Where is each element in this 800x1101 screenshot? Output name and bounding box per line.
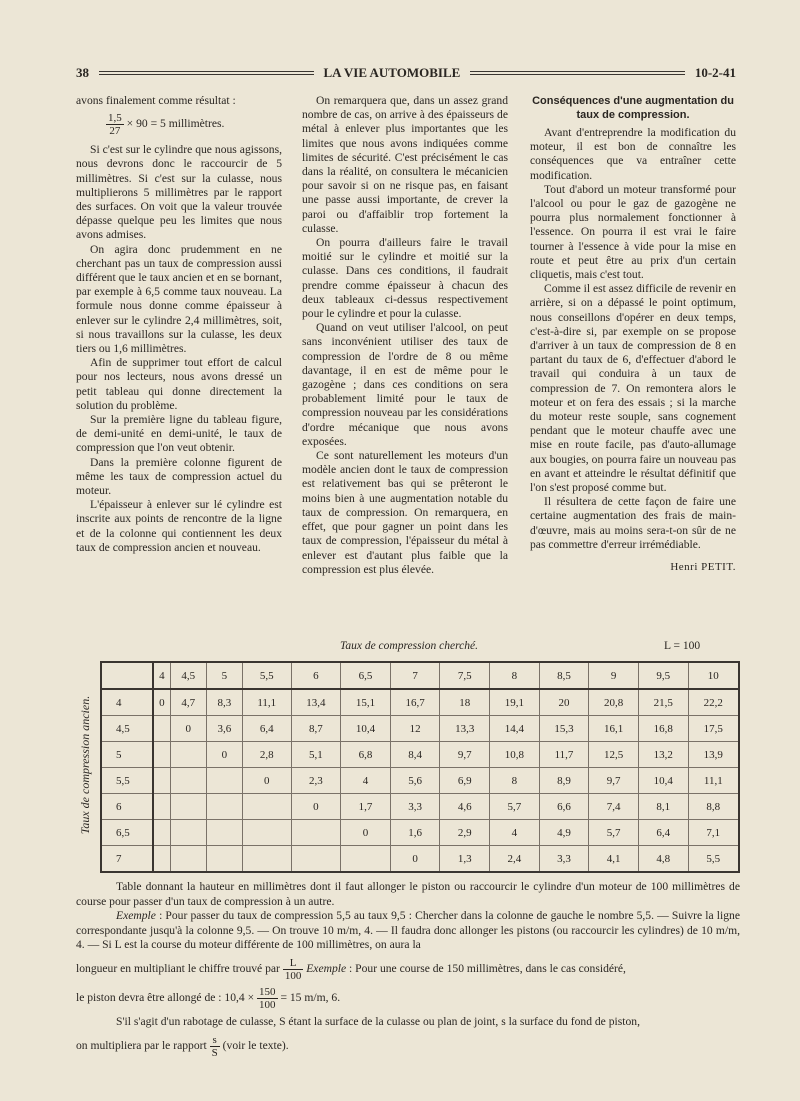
table-cell: 8,1	[638, 794, 688, 820]
table-cell: 5,1	[291, 742, 341, 768]
table-cell: 15,3	[539, 716, 589, 742]
paragraph: Avant d'entreprendre la modification du moteur, il est bon de connaître les conséquences que va entraîner cette modification.	[530, 126, 736, 182]
table-cell: 10,4	[341, 716, 391, 742]
table-cell: 11,1	[242, 689, 291, 716]
table-cell: 13,2	[638, 742, 688, 768]
column-header: 9	[589, 662, 639, 689]
table-cell: 7,4	[589, 794, 639, 820]
table-cell: 13,9	[688, 742, 739, 768]
table-cell: 20,8	[589, 689, 639, 716]
table-cell: 1,7	[341, 794, 391, 820]
table-cell	[153, 820, 170, 846]
table-row	[101, 820, 739, 846]
table-cell: 3,6	[206, 716, 242, 742]
table-cell: 3,3	[390, 794, 440, 820]
paragraph: Tout d'abord un moteur transformé pour l'alcool ou pour le gaz de gazogène ne pourra plus normalement fonctionner à l'essence. On pourra il est vrai le faire tourner à l'essence à vide pour la mise en route et peut être au prix d'un certain cliquetis, mais c'est tout.	[530, 182, 736, 282]
column-header: 4,5	[170, 662, 206, 689]
column-1-intro: avons finalement comme résultat :	[76, 94, 236, 107]
table-cell: 1,3	[440, 846, 490, 873]
table-cell	[153, 794, 170, 820]
paragraph: On pourra d'ailleurs faire le travail moitié sur le cylindre et moitié sur la culasse. Dans ces conditions, il faudrait prendre comme épaisseur à chacun des deux tableaux ci-dessus respectivement pour le cylindre et pour la culasse.	[302, 236, 508, 321]
table-cell	[153, 768, 170, 794]
table-cell: 4,8	[638, 846, 688, 873]
table-cell: 11,1	[688, 768, 739, 794]
section-heading: Conséquences d'une augmentation du taux de compression.	[532, 95, 734, 121]
table-cell: 12	[390, 716, 440, 742]
column-1	[76, 94, 282, 555]
table-cell	[206, 794, 242, 820]
paragraph: Sur la première ligne du tableau figure, de demi-unité en demi-unité, le taux de compression que l'on veut obtenir.	[76, 413, 282, 455]
legend-culasse-line: S'il s'agit d'un rabotage de culasse, S étant la surface de la culasse ou plan de joint, s la surface du fond de piston,	[116, 1014, 640, 1028]
table-cell: 0	[291, 794, 341, 820]
row-header: 5,5	[101, 768, 153, 794]
column-header: 9,5	[638, 662, 688, 689]
fraction-s: $\frac{s}{S}$	[211, 1033, 218, 1059]
paragraph: Afin de supprimer tout effort de calcul pour nos lecteurs, nous avons dressé un petit tableau qui donne directement la solution du problème.	[76, 356, 282, 412]
table-cell: 4,6	[440, 794, 490, 820]
table-cell	[170, 768, 206, 794]
table-cell: 8,4	[390, 742, 440, 768]
column-header: 4	[153, 662, 170, 689]
header-rule-left	[99, 71, 314, 75]
table-cell	[242, 846, 291, 873]
table-cell	[206, 820, 242, 846]
row-header: 7	[101, 846, 153, 873]
table-cell: 6,4	[638, 820, 688, 846]
table-cell: 10,4	[638, 768, 688, 794]
row-header: 4,5	[101, 716, 153, 742]
table-cell: 0	[170, 716, 206, 742]
table-row	[101, 768, 739, 794]
table-cell: 4,9	[539, 820, 589, 846]
table-corner	[101, 662, 153, 689]
table-cell	[291, 846, 341, 873]
table-cell: 8	[490, 768, 540, 794]
column-header: 8,5	[539, 662, 589, 689]
column-header: 6	[291, 662, 341, 689]
row-header: 6	[101, 794, 153, 820]
table-cell: 22,2	[688, 689, 739, 716]
table-cell: 7,1	[688, 820, 739, 846]
journal-title: LA VIE AUTOMOBILE	[323, 65, 461, 80]
row-header: 4	[101, 689, 153, 716]
table-cell: 2,4	[490, 846, 540, 873]
table-cell	[153, 846, 170, 873]
compression-table	[100, 661, 740, 873]
table-cell	[206, 768, 242, 794]
table-cell	[242, 794, 291, 820]
column-header: 10	[688, 662, 739, 689]
formula-rest: × 90 = 5 millimètres.	[126, 117, 225, 131]
table-cell: 8,7	[291, 716, 341, 742]
table-cell	[242, 820, 291, 846]
table-caption: Taux de compression cherché.	[340, 640, 478, 652]
row-header: 6,5	[101, 820, 153, 846]
table-cell: 3,3	[539, 846, 589, 873]
table-cell	[341, 846, 391, 873]
formula-block	[106, 112, 282, 137]
fraction-150: $\frac{150}{100}$	[259, 985, 276, 1011]
fraction: $\frac{1,5}{27}$	[108, 112, 122, 138]
table-cell: 9,7	[440, 742, 490, 768]
table-cell: 19,1	[490, 689, 540, 716]
table-cell: 4	[341, 768, 391, 794]
page-number: 38	[76, 65, 89, 80]
table-course-label: L = 100	[664, 640, 701, 652]
table-cell: 4,7	[170, 689, 206, 716]
table-cell: 0	[341, 820, 391, 846]
table-cell: 0	[206, 742, 242, 768]
paragraph: On agira donc prudemment en ne cherchant pas un taux de compression aussi différent que le taux ancien et en se bornant, par exemple à 6,5 comme taux nouveau. La formule nous donne comme épaisseur à enlever sur le cylindre 2,4 millimètres, soit, si nous travaillons sur la culasse, les deux tiers ou 1,6 millimètres.	[76, 242, 282, 356]
table-cell: 2,9	[440, 820, 490, 846]
table-cell: 12,5	[589, 742, 639, 768]
table-cell: 18	[440, 689, 490, 716]
table-cell: 17,5	[688, 716, 739, 742]
table-cell: 2,8	[242, 742, 291, 768]
table-cell	[170, 846, 206, 873]
paragraph: Ce sont naturellement les moteurs d'un modèle ancien dont le taux de compression est relativement bas qui se prêteront le moins bien à une augmentation notable du taux de compression. On remarquera, en effet, que pour gagner un point dans les taux de compression, l'épaisseur du métal à enlever est d'autant plus faible que la compression est plus élevée.	[302, 449, 508, 576]
paragraph: Dans la première colonne figurent de même les taux de compression actuel du moteur.	[76, 455, 282, 498]
table-cell: 6,6	[539, 794, 589, 820]
table-cell: 13,4	[291, 689, 341, 716]
column-3	[530, 94, 736, 574]
legend-ratio-line: on multipliera par le rapport $\frac{s}{S}$ (voir le texte).	[76, 1033, 289, 1059]
paragraph: Il résultera de cette façon de faire une certaine augmentation des frais de main-d'œuvre, mais au moins sera-t-on sûr de ne pas commettre d'erreur irrémédiable.	[530, 495, 736, 551]
column-header: 7	[390, 662, 440, 689]
page-header	[76, 64, 736, 82]
table-cell	[291, 820, 341, 846]
table-cell: 14,4	[490, 716, 540, 742]
legend-caption: Table donnant la hauteur en millimètres dont il faut allonger le piston ou raccourcir le cylindre d'un moteur de 100 millimètres de course pour passer d'un taux de compression à un autre.	[76, 880, 740, 908]
paragraph: Comme il est assez difficile de revenir en arrière, si on a dépassé le point optimum, nous conseillons d'opérer en deux temps, c'est-à-dire si, par exemple on se propose d'arriver à un taux de compression de 8 en partant du taux de 6, d'effectuer d'abord le travail qui conduira à un taux de compression de 7. On remontera alors le moteur et on fera des essais ; si la marche du moteur reste souple, sans cognement pendant que le moteur chauffe avec une mise en route facile, pas d'auto-allumage aux bougies, on pourra faire un nouveau pas en avant et atteindre le résultat définitif que l'on s'est proposé comme but.	[530, 282, 736, 495]
table-cell: 0	[242, 768, 291, 794]
column-header: 5,5	[242, 662, 291, 689]
fraction-L: $\frac{L}{100}$	[284, 956, 302, 982]
table-cell: 8,3	[206, 689, 242, 716]
issue-date: 10-2-41	[694, 65, 736, 80]
table-cell: 16,7	[390, 689, 440, 716]
table-row	[101, 689, 739, 716]
table-cell: 10,8	[490, 742, 540, 768]
table-cell: 0	[153, 689, 170, 716]
paragraph: Si c'est sur le cylindre que nous agissons, nous devrons donc le raccourcir de 5 millimètres. Si c'est sur la culasse, nous multiplierons 5 millimètres par le rapport des surfaces. On voit que la valeur trouvée dépasse quelque peu les limites que nous avons admises.	[76, 143, 282, 242]
table-cell: 4,1	[589, 846, 639, 873]
table-cell: 8,8	[688, 794, 739, 820]
legend-length-line: longueur en multipliant le chiffre trouvé par $\frac{L}{100}$ Exemple : Pour une course de 150 millimètres, dans le cas considéré,	[76, 956, 626, 982]
table-cell: 5,7	[589, 820, 639, 846]
table-cell: 8,9	[539, 768, 589, 794]
table-header-row	[101, 662, 739, 689]
table-row	[101, 742, 739, 768]
table-cell: 9,7	[589, 768, 639, 794]
table-cell: 13,3	[440, 716, 490, 742]
column-2	[302, 94, 508, 577]
table-cell: 11,7	[539, 742, 589, 768]
table-cell: 6,8	[341, 742, 391, 768]
table-cell	[170, 742, 206, 768]
table-cell: 6,9	[440, 768, 490, 794]
table-side-label: Taux de compression ancien.	[78, 695, 92, 835]
column-header: 6,5	[341, 662, 391, 689]
table-cell: 21,5	[638, 689, 688, 716]
row-header: 5	[101, 742, 153, 768]
legend-piston-line: le piston devra être allongé de : 10,4 × $\frac{150}{100}$ = 15 m/m, 6.	[76, 985, 341, 1011]
paragraph: Quand on veut utiliser l'alcool, on peut sans inconvénient utiliser des taux de compression de l'ordre de 8 ou même davantage, il en est de même pour le gazogène ; dans ces conditions on sera probablement limité pour le taux de compression nouveau par les considérations d'ordre mécanique que nous avons exposées.	[302, 321, 508, 448]
header-rule-right	[470, 71, 685, 75]
table-cell: 2,3	[291, 768, 341, 794]
column-header: 8	[490, 662, 540, 689]
legend-example: Exemple : Pour passer du taux de compression 5,5 au taux 9,5 : Chercher dans la colonne de gauche le nombre 5,5. — Suivre la ligne correspondante jusqu'à la colonne 9,5. — On trouve 10 m/m, 4. — Il faudra donc allonger les pistons (ou raccourcir les cylindres) de 10 m/m, 4. — Si L est la course du moteur différente de 100 millimètres, on aura la	[76, 909, 740, 952]
table-cell: 16,8	[638, 716, 688, 742]
table-cell	[153, 716, 170, 742]
table-cell	[170, 820, 206, 846]
table-cell: 5,5	[688, 846, 739, 873]
column-header: 7,5	[440, 662, 490, 689]
table-cell: 15,1	[341, 689, 391, 716]
table-row	[101, 794, 739, 820]
author-signature: Henri PETIT.	[670, 561, 736, 574]
table-row	[101, 846, 739, 873]
table-cell	[153, 742, 170, 768]
table-cell: 6,4	[242, 716, 291, 742]
table-cell: 5,6	[390, 768, 440, 794]
table-cell: 5,7	[490, 794, 540, 820]
table-cell: 20	[539, 689, 589, 716]
table-cell	[170, 794, 206, 820]
table-legend	[76, 880, 740, 1063]
paragraph: On remarquera que, dans un assez grand nombre de cas, on arrive à des épaisseurs de métal à enlever plus importantes que les limites que nous avons indiquées comme limites de sécurité. C'est précisément le cas dans la réalité, on consultera le mécanicien pour savoir si on ne risque pas, en faisant une passe aussi importante, de crever la paroi ou d'affaiblir trop fortement la culasse.	[302, 94, 508, 235]
table-cell: 4	[490, 820, 540, 846]
table-cell: 1,6	[390, 820, 440, 846]
paragraph: L'épaisseur à enlever sur lé cylindre est inscrite aux points de rencontre de la ligne et de la colonne qui contiennent les deux taux de compression ancien et nouveau.	[76, 498, 282, 554]
table-cell: 0	[390, 846, 440, 873]
table-row	[101, 716, 739, 742]
column-header: 5	[206, 662, 242, 689]
table-cell: 16,1	[589, 716, 639, 742]
table-cell	[206, 846, 242, 873]
